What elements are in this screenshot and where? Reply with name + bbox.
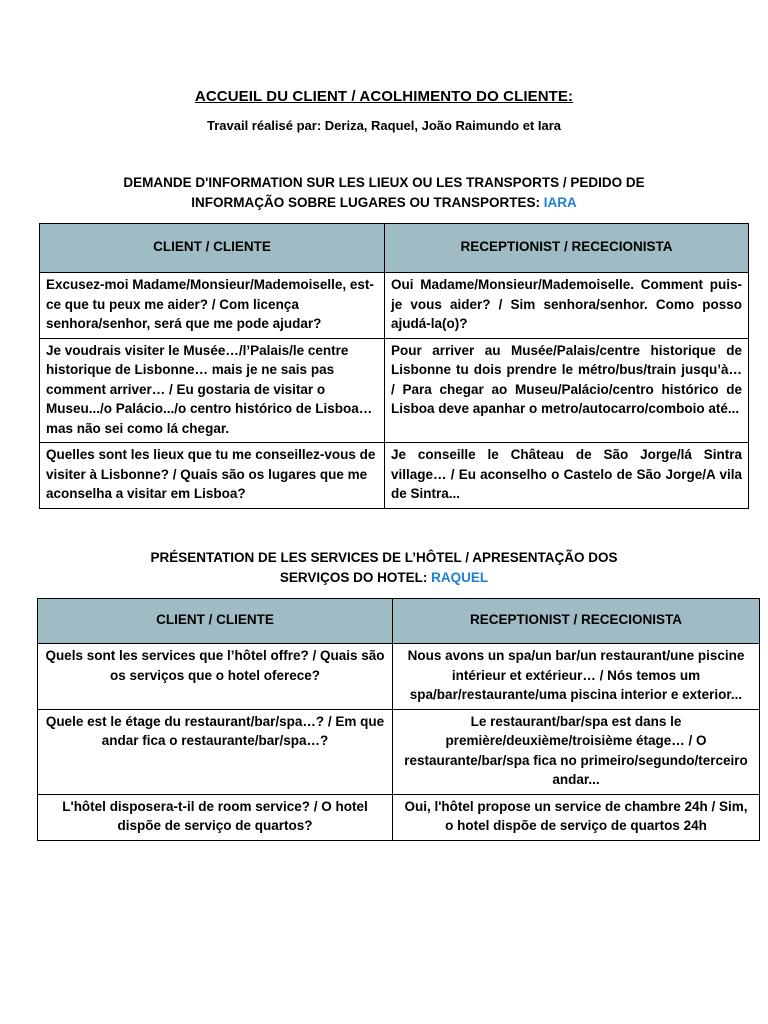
section2-heading-text: SERVIÇOS DO HOTEL: [279,570,428,585]
receptionist-column-header: RECEPTIONIST / RECECIONISTA [393,599,760,644]
section1-heading [0,173,768,213]
section1-heading-line2 [0,193,768,213]
section1-presenter: IARA [543,195,577,210]
table-header-row [38,599,760,644]
table-header-row [40,224,749,273]
client-cell: L'hôtel disposera-t-il de room service? / O hotel dispõe de serviço de quartos? [38,794,393,840]
receptionist-cell: Nous avons un spa/un bar/un restaurant/une piscine intérieur et extérieur… / Nós temos um spa/bar/restaurante/uma piscina interior e exterior... [393,644,760,710]
section1-heading-text: INFORMAÇÃO SOBRE LUGARES OU TRANSPORTES: [191,195,540,210]
table-row [38,644,760,710]
receptionist-cell: Oui Madame/Monsieur/Mademoiselle. Comment puis-je vous aider? / Sim senhora/senhor. Como posso ajudá-la(o)? [385,273,749,339]
receptionist-cell: Le restaurant/bar/spa est dans le première/deuxième/troisième étage… / O restaurante/bar/spa fica no primeiro/segundo/terceiro andar... [393,709,760,794]
section1-heading-line1: DEMANDE D'INFORMATION SUR LES LIEUX OU LES TRANSPORTS / PEDIDO DE [123,175,645,190]
client-cell: Quelles sont les lieux que tu me conseillez-vous de visiter à Lisbonne? / Quais são os lugares que me aconselha a visitar em Lisboa? [40,443,385,509]
document-title: ACCUEIL DU CLIENT / ACOLHIMENTO DO CLIENTE: [194,88,574,105]
transport-info-table [39,223,749,509]
client-cell: Quele est le étage du restaurant/bar/spa…? / Em que andar fica o restaurante/bar/spa…? [38,709,393,794]
section2-heading-line1: PRÉSENTATION DE LES SERVICES DE L’HÔTEL / APRESENTAÇÃO DOS [150,550,618,565]
table-row [40,338,749,443]
client-cell: Je voudrais visiter le Musée…/l’Palais/le centre historique de Lisbonne… mais je ne sais pas comment arriver… / Eu gostaria de visitar o Museu.../o Palácio.../o centro histórico de Lisboa… mas não sei como lá chegar. [40,338,385,443]
receptionist-cell: Oui, l'hôtel propose un service de chambre 24h / Sim, o hotel dispõe de serviço de quartos 24h [393,794,760,840]
authors-line: Travail réalisé par: Deriza, Raquel, João Raimundo et Iara [206,118,562,133]
client-column-header: CLIENT / CLIENTE [38,599,393,644]
table-row [38,709,760,794]
receptionist-column-header: RECEPTIONIST / RECECIONISTA [385,224,749,273]
receptionist-cell: Je conseille le Château de São Jorge/lá Sintra village… / Eu aconselho o Castelo de São Jorge/A vila de Sintra... [385,443,749,509]
section2-heading [0,548,768,588]
client-column-header: CLIENT / CLIENTE [40,224,385,273]
table-row [40,273,749,339]
hotel-services-table [37,598,760,841]
table-row [40,443,749,509]
client-cell: Excusez-moi Madame/Monsieur/Mademoiselle, est-ce que tu peux me aider? / Com licença senhora/senhor, será que me pode ajudar? [40,273,385,339]
table-row [38,794,760,840]
receptionist-cell: Pour arriver au Musée/Palais/centre historique de Lisbonne tu dois prendre le métro/bus/train jusqu’à… / Para chegar ao Museu/Palácio/centro histórico de Lisboa deve apanhar o metro/autocarro/comboio até... [385,338,749,443]
section2-presenter: RAQUEL [431,570,489,585]
section2-heading-line2 [0,568,768,588]
client-cell: Quels sont les services que l’hôtel offre? / Quais são os serviços que o hotel oferece? [38,644,393,710]
